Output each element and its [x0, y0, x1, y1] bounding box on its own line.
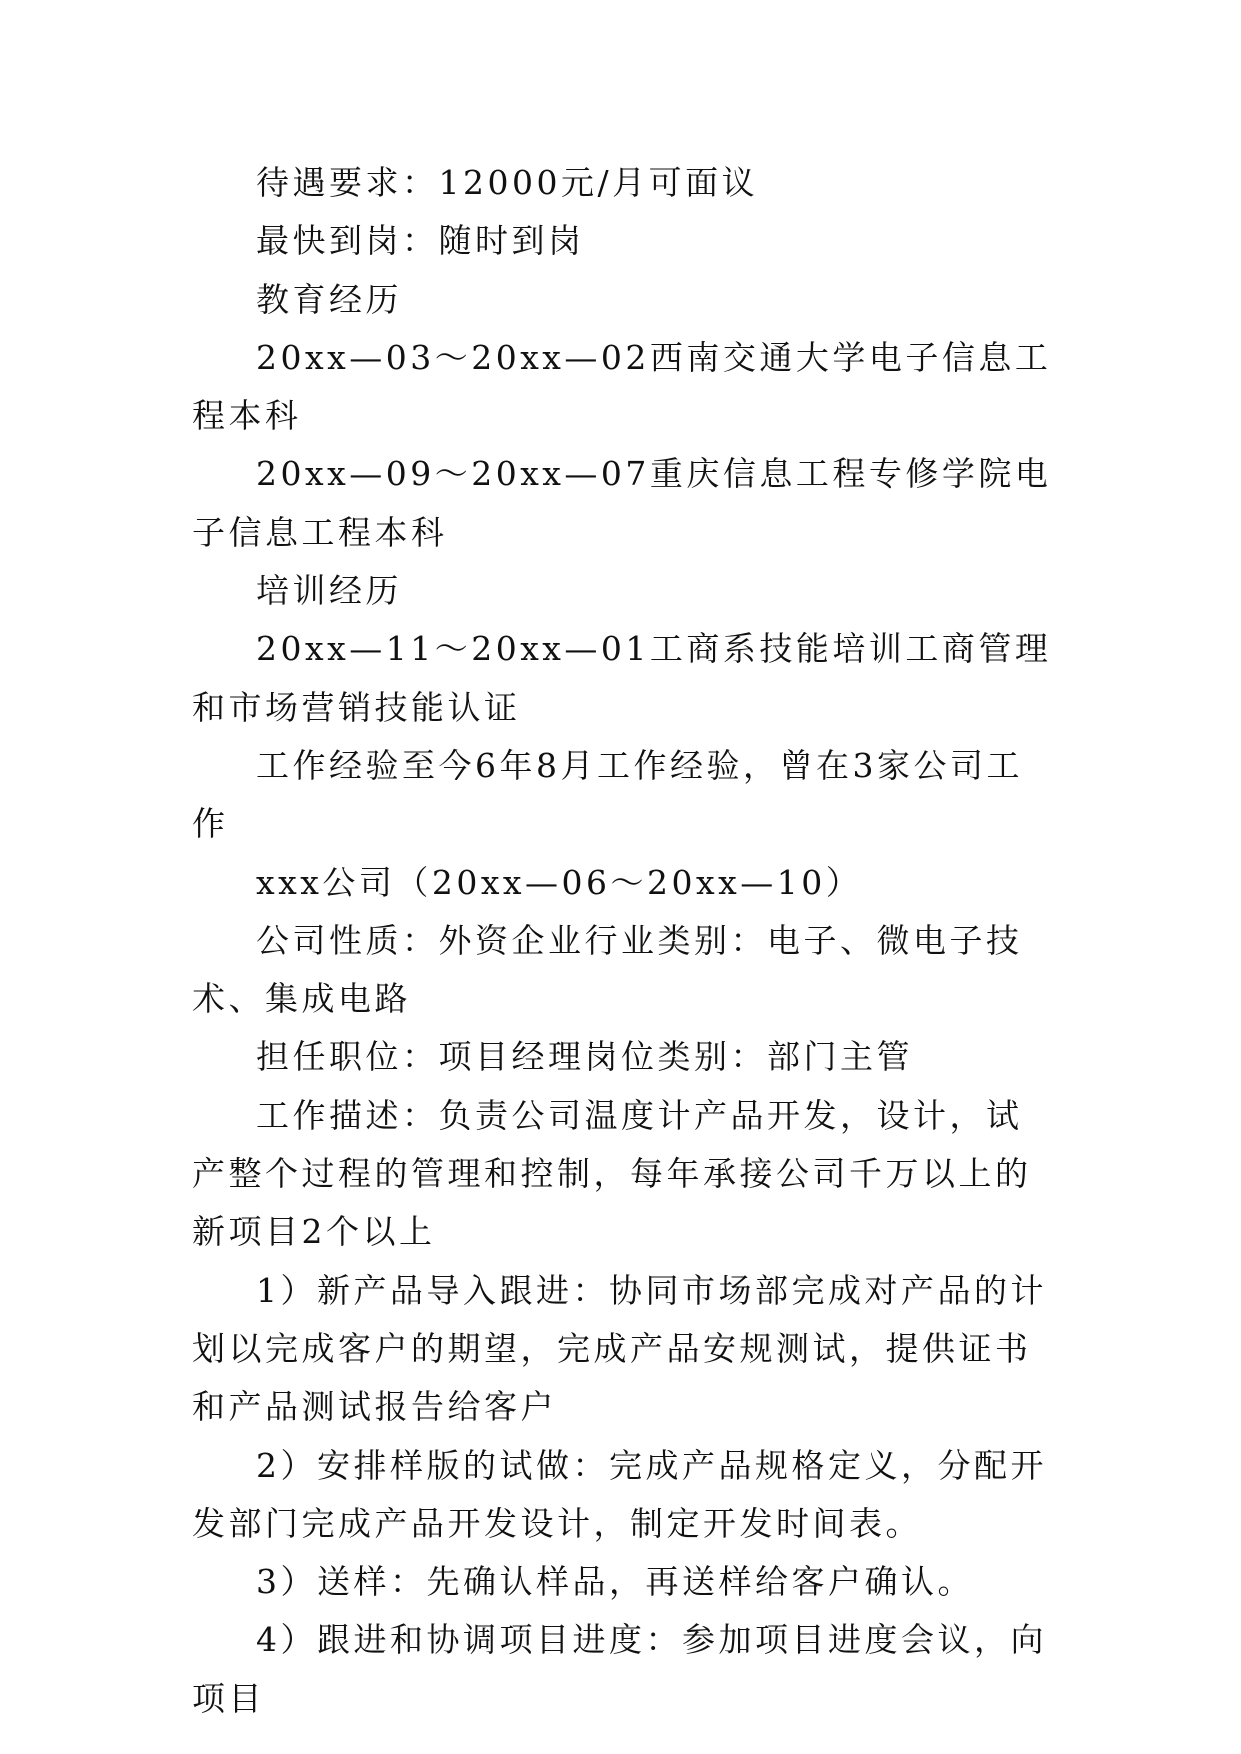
- paragraph-start-date: 最快到岗：随时到岗: [256, 221, 585, 261]
- heading-training: 培训经历: [256, 571, 402, 611]
- paragraph-education-2: 20xx—09～20xx—07重庆信息工程专修学院电子信息工程本科: [192, 454, 1052, 552]
- paragraph-duty-4: 4）跟进和协调项目进度：参加项目进度会议，向项目: [192, 1620, 1047, 1718]
- paragraph-company-nature: 公司性质：外资企业行业类别：电子、微电子技术、集成电路: [192, 920, 1023, 1019]
- paragraph-job-description: 工作描述：负责公司温度计产品开发，设计，试产整个过程的管理和控制，每年承接公司千万以上的新项目2个以上: [192, 1095, 1032, 1252]
- paragraph-duty-3: 3）送样：先确认样品，再送样给客户确认。: [256, 1562, 974, 1602]
- paragraph-salary: 待遇要求：12000元/月可面议: [256, 163, 759, 202]
- paragraph-company: xxx公司（20xx—06～20xx—10）: [256, 862, 863, 902]
- paragraph-position: 担任职位：项目经理岗位类别：部门主管: [256, 1037, 913, 1077]
- paragraph-work-experience: 工作经验至今6年8月工作经验，曾在3家公司工作: [192, 745, 1023, 844]
- heading-education: 教育经历: [256, 279, 402, 319]
- paragraph-education-1: 20xx—03～20xx—02西南交通大学电子信息工程本科: [192, 337, 1052, 436]
- paragraph-training: 20xx—11～20xx—01工商系技能培训工商管理和市场营销技能认证: [192, 629, 1052, 727]
- document-body: [192, 154, 1052, 1728]
- paragraph-duty-2: 2）安排样版的试做：完成产品规格定义，分配开发部门完成产品开发设计，制定开发时间表。: [192, 1445, 1047, 1543]
- paragraph-duty-1: 1）新产品导入跟进：协同市场部完成对产品的计划以完成客户的期望，完成产品安规测试，提供证书和产品测试报告给客户: [192, 1270, 1047, 1427]
